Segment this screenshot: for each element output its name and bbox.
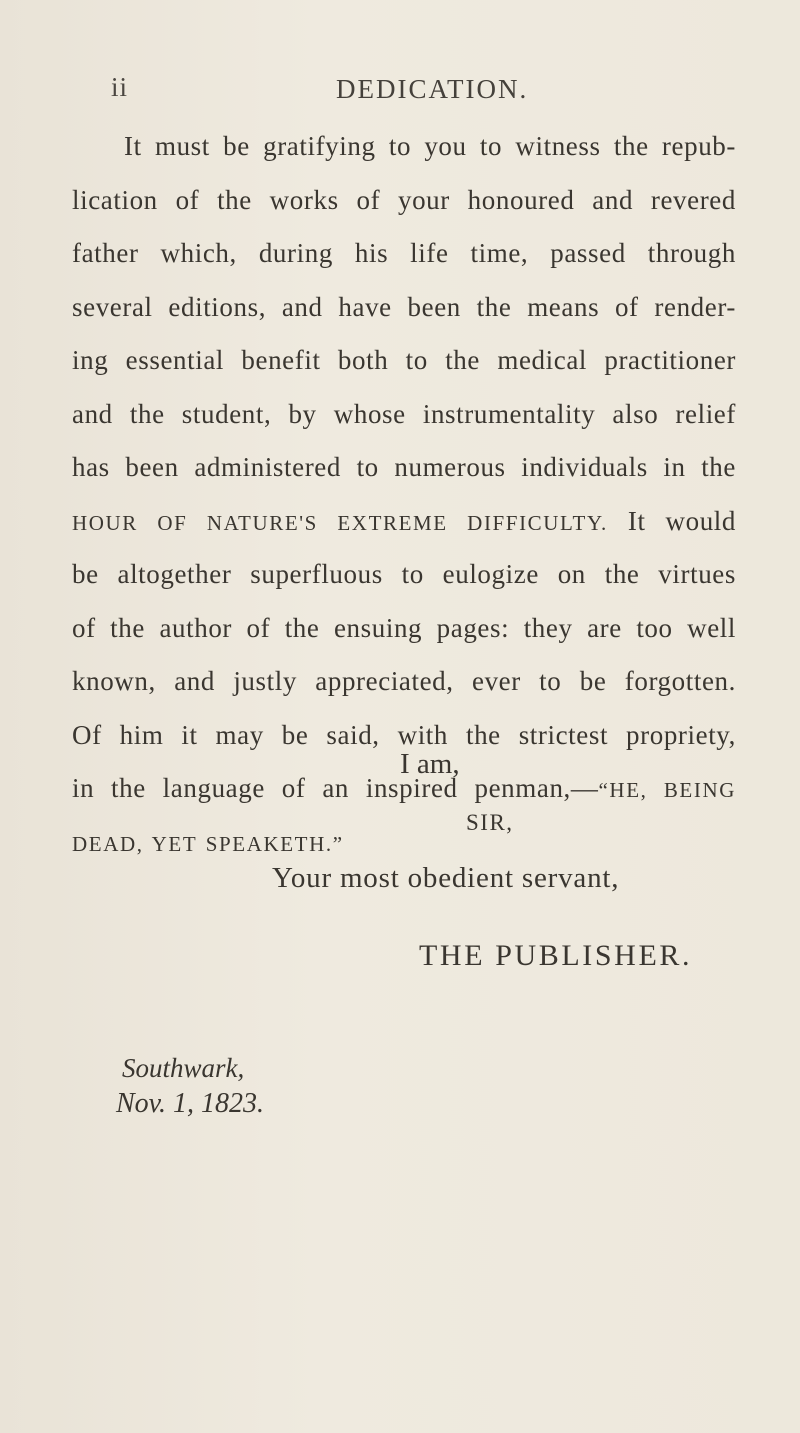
body-line-8-rest: It would <box>627 505 736 536</box>
date-line: Nov. 1, 1823. <box>116 1088 265 1119</box>
body-line-8 <box>72 495 736 549</box>
body-line-12: Of him it may be said, with the strictest propriety, <box>72 719 736 750</box>
body-line-2: lication of the works of your honoured and revered <box>72 184 736 215</box>
signature-publisher: THE PUBLISHER. <box>419 939 693 972</box>
body-line-13-text: in the language of an inspired penman,— <box>72 773 599 803</box>
closing-sir: SIR, <box>466 810 514 835</box>
smallcaps-phrase: HOUR OF NATURE'S EXTREME DIFFICULTY. <box>72 510 608 535</box>
page-number: ii <box>111 72 129 102</box>
body-line-11: known, and justly appreciated, ever to be forgotten. <box>72 666 736 696</box>
running-head <box>0 72 800 112</box>
body-line-5: ing essential benefit both to the medical practitioner <box>72 345 736 375</box>
quotation-start: “HE, BEING <box>598 778 736 802</box>
body-line-7: has been administered to numerous individuals in the <box>72 452 736 482</box>
body-line-9: be altogether superfluous to eulogize on the virtues <box>72 559 736 589</box>
body-line-6: and the student, by whose instrumentality also relief <box>72 398 736 429</box>
quotation-end: DEAD, YET SPEAKETH.” <box>72 831 344 856</box>
page-title: DEDICATION. <box>336 74 529 104</box>
closing-i-am: I am, <box>400 748 460 780</box>
body-line-10: of the author of the ensuing pages: they are too well <box>72 612 736 643</box>
body-line-1: It must be gratifying to you to witness the repub- <box>124 131 736 161</box>
closing-servant: Your most obedient servant, <box>272 862 620 894</box>
body-line-3: father which, during his life time, passed through <box>72 238 736 268</box>
body-line-4: several editions, and have been the means of render- <box>72 291 736 322</box>
place-line: Southwark, <box>122 1053 245 1083</box>
